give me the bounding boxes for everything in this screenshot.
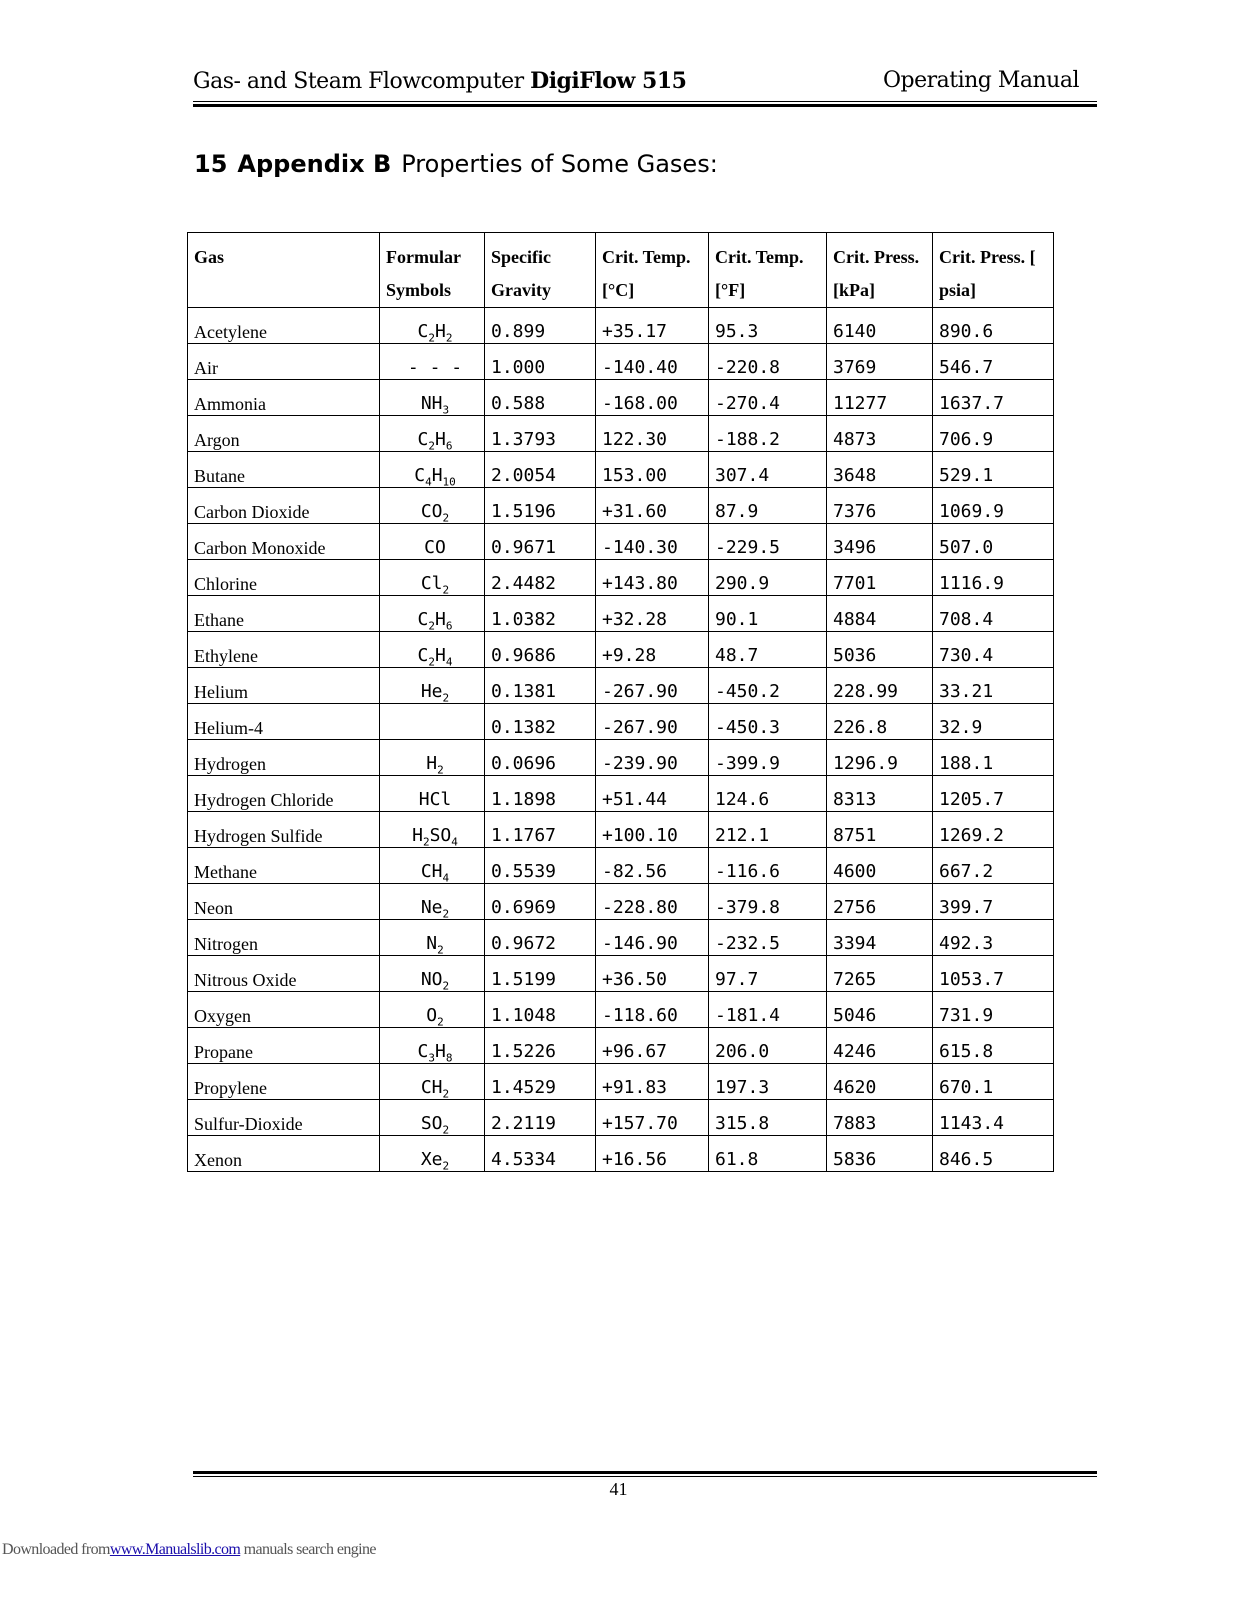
crit-press-psia-cell: 1205.7	[933, 776, 1054, 812]
column-header	[380, 233, 485, 308]
specific-gravity-cell: 2.4482	[485, 560, 596, 596]
formula-cell	[380, 812, 485, 848]
formula-subscript: 2	[442, 1159, 450, 1172]
column-header	[485, 233, 596, 308]
table-row	[188, 668, 1054, 704]
crit-press-kpa-cell: 8313	[827, 776, 933, 812]
crit-press-kpa-cell: 4246	[827, 1028, 933, 1064]
crit-press-psia-cell: 731.9	[933, 992, 1054, 1028]
gas-name-cell: Acetylene	[188, 308, 380, 344]
formula-cell	[380, 560, 485, 596]
appendix-label: Appendix B	[237, 150, 392, 178]
specific-gravity-cell: 1.1898	[485, 776, 596, 812]
gas-name-cell: Air	[188, 344, 380, 380]
specific-gravity-cell: 2.0054	[485, 452, 596, 488]
crit-press-kpa-cell: 3394	[827, 920, 933, 956]
crit-temp-c-cell: +91.83	[596, 1064, 709, 1100]
formula-subscript: 2	[422, 835, 430, 848]
formula-element: He	[420, 681, 443, 702]
gas-name-cell: Hydrogen	[188, 740, 380, 776]
crit-press-psia-cell: 1069.9	[933, 488, 1054, 524]
formula-element: CO	[420, 501, 443, 522]
formula-element: C	[414, 465, 426, 486]
formula-cell	[380, 884, 485, 920]
crit-temp-f-cell: -379.8	[709, 884, 827, 920]
crit-press-kpa-cell: 3496	[827, 524, 933, 560]
crit-temp-c-cell: 153.00	[596, 452, 709, 488]
gas-name-cell: Butane	[188, 452, 380, 488]
crit-temp-c-cell: +157.70	[596, 1100, 709, 1136]
formula-element: SO	[420, 1113, 443, 1134]
formula-element: SO	[429, 825, 452, 846]
column-header-line: [kPa]	[833, 280, 875, 300]
crit-press-kpa-cell: 4873	[827, 416, 933, 452]
crit-temp-f-cell: 95.3	[709, 308, 827, 344]
column-header	[827, 233, 933, 308]
formula-subscript: 2	[442, 1123, 450, 1136]
formula-subscript: 2	[428, 331, 435, 344]
formula-cell	[380, 992, 485, 1028]
gas-name-cell: Helium	[188, 668, 380, 704]
formula-subscript: 2	[442, 583, 450, 596]
table-row	[188, 596, 1054, 632]
table-row	[188, 1028, 1054, 1064]
crit-press-psia-cell: 667.2	[933, 848, 1054, 884]
specific-gravity-cell: 1.4529	[485, 1064, 596, 1100]
crit-temp-f-cell: 48.7	[709, 632, 827, 668]
formula-cell	[380, 1064, 485, 1100]
formula-element: NH	[420, 393, 443, 414]
table-row	[188, 380, 1054, 416]
formula-subscript: 2	[437, 763, 444, 776]
crit-temp-f-cell: 290.9	[709, 560, 827, 596]
crit-press-kpa-cell: 7265	[827, 956, 933, 992]
formula-subscript: 4	[445, 655, 453, 668]
header-rule-thick	[193, 104, 1097, 107]
crit-temp-c-cell: +35.17	[596, 308, 709, 344]
crit-temp-c-cell: +143.80	[596, 560, 709, 596]
crit-temp-c-cell: -267.90	[596, 668, 709, 704]
crit-temp-f-cell: -450.3	[709, 704, 827, 740]
crit-temp-c-cell: +51.44	[596, 776, 709, 812]
download-suffix: manuals search engine	[240, 1541, 376, 1558]
gas-properties-table	[187, 232, 1054, 1172]
gas-name-cell: Ammonia	[188, 380, 380, 416]
crit-temp-c-cell: -146.90	[596, 920, 709, 956]
column-header-line: Specific	[491, 247, 551, 267]
table-row	[188, 1100, 1054, 1136]
specific-gravity-cell: 0.1382	[485, 704, 596, 740]
gas-name-cell: Propylene	[188, 1064, 380, 1100]
crit-temp-f-cell: -399.9	[709, 740, 827, 776]
column-header-line: [°F]	[715, 280, 746, 300]
formula-element: C	[417, 1041, 429, 1062]
column-header-line: Crit. Temp.	[602, 247, 691, 267]
formula-subscript: 3	[442, 403, 450, 416]
crit-press-kpa-cell: 226.8	[827, 704, 933, 740]
crit-temp-c-cell: -118.60	[596, 992, 709, 1028]
gas-name-cell: Hydrogen Sulfide	[188, 812, 380, 848]
formula-cell	[380, 776, 485, 812]
crit-temp-c-cell: -267.90	[596, 704, 709, 740]
gas-name-cell: Helium-4	[188, 704, 380, 740]
header-manual-label: Operating Manual	[882, 68, 1079, 93]
download-notice	[2, 1541, 376, 1559]
formula-subscript: 6	[445, 439, 453, 452]
column-header-line: Crit. Press.	[833, 247, 920, 267]
crit-press-psia-cell: 188.1	[933, 740, 1054, 776]
table-row	[188, 488, 1054, 524]
gas-name-cell: Nitrogen	[188, 920, 380, 956]
gas-name-cell: Carbon Dioxide	[188, 488, 380, 524]
column-header-line: Symbols	[386, 280, 452, 300]
table-row	[188, 1136, 1054, 1172]
crit-temp-f-cell: -220.8	[709, 344, 827, 380]
table-row	[188, 704, 1054, 740]
gas-name-cell: Xenon	[188, 1136, 380, 1172]
formula-cell	[380, 920, 485, 956]
specific-gravity-cell: 0.0696	[485, 740, 596, 776]
formula-cell	[380, 956, 485, 992]
specific-gravity-cell: 1.0382	[485, 596, 596, 632]
crit-press-psia-cell: 890.6	[933, 308, 1054, 344]
specific-gravity-cell: 0.899	[485, 308, 596, 344]
formula-subscript: 8	[445, 1051, 453, 1064]
table-row	[188, 848, 1054, 884]
formula-subscript: 4	[425, 475, 432, 488]
crit-temp-c-cell: +96.67	[596, 1028, 709, 1064]
crit-press-kpa-cell: 5046	[827, 992, 933, 1028]
specific-gravity-cell: 0.5539	[485, 848, 596, 884]
page-header	[193, 64, 1097, 102]
table-row	[188, 1064, 1054, 1100]
formula-subscript: 2	[442, 979, 450, 992]
table-header-row	[188, 233, 1054, 308]
table-row	[188, 560, 1054, 596]
crit-temp-f-cell: -188.2	[709, 416, 827, 452]
crit-temp-f-cell: -229.5	[709, 524, 827, 560]
crit-press-psia-cell: 706.9	[933, 416, 1054, 452]
table-row	[188, 884, 1054, 920]
column-header	[933, 233, 1054, 308]
crit-temp-c-cell: +9.28	[596, 632, 709, 668]
formula-subscript: 2	[442, 1087, 450, 1100]
formula-element: CH	[420, 1077, 443, 1098]
formula-subscript: 2	[437, 1015, 444, 1028]
header-title-prefix: Gas- and Steam Flowcomputer	[193, 69, 524, 94]
formula-element: C	[417, 645, 429, 666]
table-row	[188, 416, 1054, 452]
table-row	[188, 344, 1054, 380]
section-number: 15	[194, 150, 228, 178]
crit-press-kpa-cell: 5836	[827, 1136, 933, 1172]
table-row	[188, 524, 1054, 560]
formula-element: C	[417, 609, 429, 630]
formula-element: NO	[420, 969, 443, 990]
crit-temp-f-cell: -232.5	[709, 920, 827, 956]
table-row	[188, 992, 1054, 1028]
formula-subscript: 10	[442, 475, 456, 488]
crit-press-psia-cell: 1053.7	[933, 956, 1054, 992]
crit-temp-c-cell: +100.10	[596, 812, 709, 848]
formula-element: Xe	[420, 1149, 443, 1170]
specific-gravity-cell: 0.9671	[485, 524, 596, 560]
crit-press-kpa-cell: 7883	[827, 1100, 933, 1136]
crit-temp-f-cell: 206.0	[709, 1028, 827, 1064]
crit-press-kpa-cell: 1296.9	[827, 740, 933, 776]
gas-name-cell: Carbon Monoxide	[188, 524, 380, 560]
formula-subscript: 2	[428, 619, 435, 632]
formula-subscript: 2	[437, 943, 444, 956]
crit-press-kpa-cell: 2756	[827, 884, 933, 920]
specific-gravity-cell: 0.9686	[485, 632, 596, 668]
formula-cell	[380, 380, 485, 416]
crit-press-psia-cell: 670.1	[933, 1064, 1054, 1100]
crit-press-kpa-cell: 11277	[827, 380, 933, 416]
formula-subscript: 2	[442, 907, 450, 920]
formula-cell	[380, 848, 485, 884]
formula-element: H	[435, 321, 446, 342]
crit-press-kpa-cell: 7376	[827, 488, 933, 524]
crit-temp-f-cell: -270.4	[709, 380, 827, 416]
crit-press-kpa-cell: 4600	[827, 848, 933, 884]
manualslib-link[interactable]: www.Manualslib.com	[109, 1541, 241, 1558]
column-header-line: Formular	[386, 247, 461, 267]
column-header-line: [°C]	[602, 280, 635, 300]
crit-press-psia-cell: 615.8	[933, 1028, 1054, 1064]
column-header-line: Crit. Temp.	[715, 247, 804, 267]
crit-press-psia-cell: 399.7	[933, 884, 1054, 920]
crit-press-psia-cell: 507.0	[933, 524, 1054, 560]
column-header	[596, 233, 709, 308]
specific-gravity-cell: 4.5334	[485, 1136, 596, 1172]
crit-temp-c-cell: -239.90	[596, 740, 709, 776]
crit-press-kpa-cell: 5036	[827, 632, 933, 668]
formula-element: H	[426, 753, 438, 774]
crit-press-psia-cell: 1637.7	[933, 380, 1054, 416]
crit-temp-f-cell: -181.4	[709, 992, 827, 1028]
crit-press-kpa-cell: 3648	[827, 452, 933, 488]
crit-press-psia-cell: 492.3	[933, 920, 1054, 956]
specific-gravity-cell: 1.5199	[485, 956, 596, 992]
crit-press-psia-cell: 730.4	[933, 632, 1054, 668]
formula-cell	[380, 452, 485, 488]
gas-name-cell: Sulfur-Dioxide	[188, 1100, 380, 1136]
crit-temp-c-cell: -140.30	[596, 524, 709, 560]
table-row	[188, 632, 1054, 668]
crit-press-kpa-cell: 7701	[827, 560, 933, 596]
crit-press-psia-cell: 846.5	[933, 1136, 1054, 1172]
header-title	[193, 68, 686, 94]
specific-gravity-cell: 0.1381	[485, 668, 596, 704]
crit-press-kpa-cell: 4884	[827, 596, 933, 632]
specific-gravity-cell: 1.3793	[485, 416, 596, 452]
crit-press-psia-cell: 1116.9	[933, 560, 1054, 596]
table-row	[188, 920, 1054, 956]
crit-temp-f-cell: 97.7	[709, 956, 827, 992]
formula-element: C	[417, 321, 429, 342]
footer-rule-thin	[193, 1476, 1097, 1477]
table-row	[188, 452, 1054, 488]
formula-element: O	[426, 1005, 438, 1026]
column-header-line: Gravity	[491, 280, 551, 300]
formula-cell	[380, 1136, 485, 1172]
header-product-name: DigiFlow 515	[530, 68, 687, 94]
formula-element: H	[435, 1041, 446, 1062]
formula-element: H	[435, 645, 446, 666]
gas-name-cell: Argon	[188, 416, 380, 452]
crit-press-kpa-cell: 228.99	[827, 668, 933, 704]
formula-cell	[380, 668, 485, 704]
formula-subscript: 3	[428, 1051, 435, 1064]
crit-press-kpa-cell: 6140	[827, 308, 933, 344]
specific-gravity-cell: 1.5196	[485, 488, 596, 524]
section-heading	[194, 150, 718, 178]
specific-gravity-cell: 2.2119	[485, 1100, 596, 1136]
specific-gravity-cell: 1.1767	[485, 812, 596, 848]
formula-element: H	[431, 465, 443, 486]
specific-gravity-cell: 1.5226	[485, 1028, 596, 1064]
crit-temp-c-cell: -140.40	[596, 344, 709, 380]
crit-temp-f-cell: 212.1	[709, 812, 827, 848]
formula-cell	[380, 632, 485, 668]
crit-temp-c-cell: -168.00	[596, 380, 709, 416]
crit-press-kpa-cell: 4620	[827, 1064, 933, 1100]
gas-name-cell: Neon	[188, 884, 380, 920]
crit-temp-f-cell: 197.3	[709, 1064, 827, 1100]
gas-name-cell: Chlorine	[188, 560, 380, 596]
column-header-line: Gas	[194, 247, 225, 267]
specific-gravity-cell: 1.1048	[485, 992, 596, 1028]
crit-press-psia-cell: 529.1	[933, 452, 1054, 488]
crit-press-kpa-cell: 8751	[827, 812, 933, 848]
formula-element: H	[412, 825, 423, 846]
table-row	[188, 776, 1054, 812]
crit-temp-c-cell: -228.80	[596, 884, 709, 920]
formula-cell	[380, 344, 485, 380]
formula-cell	[380, 596, 485, 632]
formula-subscript: 4	[451, 835, 458, 848]
crit-temp-c-cell: 122.30	[596, 416, 709, 452]
crit-temp-f-cell: 315.8	[709, 1100, 827, 1136]
crit-press-kpa-cell: 3769	[827, 344, 933, 380]
gas-name-cell: Hydrogen Chloride	[188, 776, 380, 812]
formula-cell	[380, 704, 485, 740]
specific-gravity-cell: 1.000	[485, 344, 596, 380]
formula-cell	[380, 308, 485, 344]
formula-element: N	[426, 933, 438, 954]
formula-element: - - -	[407, 357, 463, 378]
column-header-line: Crit. Press. [	[939, 247, 1036, 267]
formula-subscript: 2	[428, 439, 435, 452]
crit-temp-c-cell: -82.56	[596, 848, 709, 884]
gas-name-cell: Ethylene	[188, 632, 380, 668]
gas-name-cell: Ethane	[188, 596, 380, 632]
formula-subscript: 4	[442, 871, 450, 884]
crit-temp-f-cell: 90.1	[709, 596, 827, 632]
crit-temp-f-cell: 87.9	[709, 488, 827, 524]
formula-subscript: 2	[442, 511, 450, 524]
formula-subscript: 2	[445, 331, 453, 344]
crit-press-psia-cell: 1269.2	[933, 812, 1054, 848]
table-row	[188, 740, 1054, 776]
formula-element: CO	[424, 537, 446, 558]
crit-temp-f-cell: 61.8	[709, 1136, 827, 1172]
formula-cell	[380, 1028, 485, 1064]
download-prefix: Downloaded from	[2, 1541, 110, 1558]
crit-temp-c-cell: +31.60	[596, 488, 709, 524]
table-row	[188, 956, 1054, 992]
crit-temp-c-cell: +32.28	[596, 596, 709, 632]
table-row	[188, 308, 1054, 344]
formula-element: Cl	[420, 573, 443, 594]
table-row	[188, 812, 1054, 848]
specific-gravity-cell: 0.6969	[485, 884, 596, 920]
gas-name-cell: Nitrous Oxide	[188, 956, 380, 992]
gas-name-cell: Propane	[188, 1028, 380, 1064]
crit-press-psia-cell: 33.21	[933, 668, 1054, 704]
crit-press-psia-cell: 32.9	[933, 704, 1054, 740]
formula-element: H	[435, 609, 446, 630]
column-header-line: psia]	[939, 280, 977, 300]
crit-press-psia-cell: 708.4	[933, 596, 1054, 632]
crit-temp-f-cell: 124.6	[709, 776, 827, 812]
formula-element: H	[435, 429, 446, 450]
formula-subscript: 2	[428, 655, 435, 668]
formula-cell	[380, 524, 485, 560]
crit-temp-f-cell: -116.6	[709, 848, 827, 884]
crit-temp-c-cell: +36.50	[596, 956, 709, 992]
specific-gravity-cell: 0.588	[485, 380, 596, 416]
formula-cell	[380, 740, 485, 776]
crit-temp-f-cell: -450.2	[709, 668, 827, 704]
column-header	[188, 233, 380, 308]
header-rule-thin	[193, 101, 1097, 102]
crit-press-psia-cell: 546.7	[933, 344, 1054, 380]
formula-subscript: 2	[442, 691, 450, 704]
specific-gravity-cell: 0.9672	[485, 920, 596, 956]
gas-name-cell: Methane	[188, 848, 380, 884]
formula-element: HCl	[418, 789, 452, 810]
formula-cell	[380, 488, 485, 524]
column-header	[709, 233, 827, 308]
formula-cell	[380, 1100, 485, 1136]
section-title: Properties of Some Gases:	[401, 150, 718, 178]
crit-press-psia-cell: 1143.4	[933, 1100, 1054, 1136]
table-body	[188, 308, 1054, 1172]
formula-element: Ne	[420, 897, 443, 918]
crit-temp-c-cell: +16.56	[596, 1136, 709, 1172]
crit-temp-f-cell: 307.4	[709, 452, 827, 488]
formula-subscript: 6	[445, 619, 453, 632]
formula-element: CH	[420, 861, 443, 882]
formula-element: C	[417, 429, 429, 450]
formula-cell	[380, 416, 485, 452]
footer-rule-thick	[193, 1471, 1097, 1474]
page-number: 41	[609, 1479, 628, 1499]
gas-name-cell: Oxygen	[188, 992, 380, 1028]
